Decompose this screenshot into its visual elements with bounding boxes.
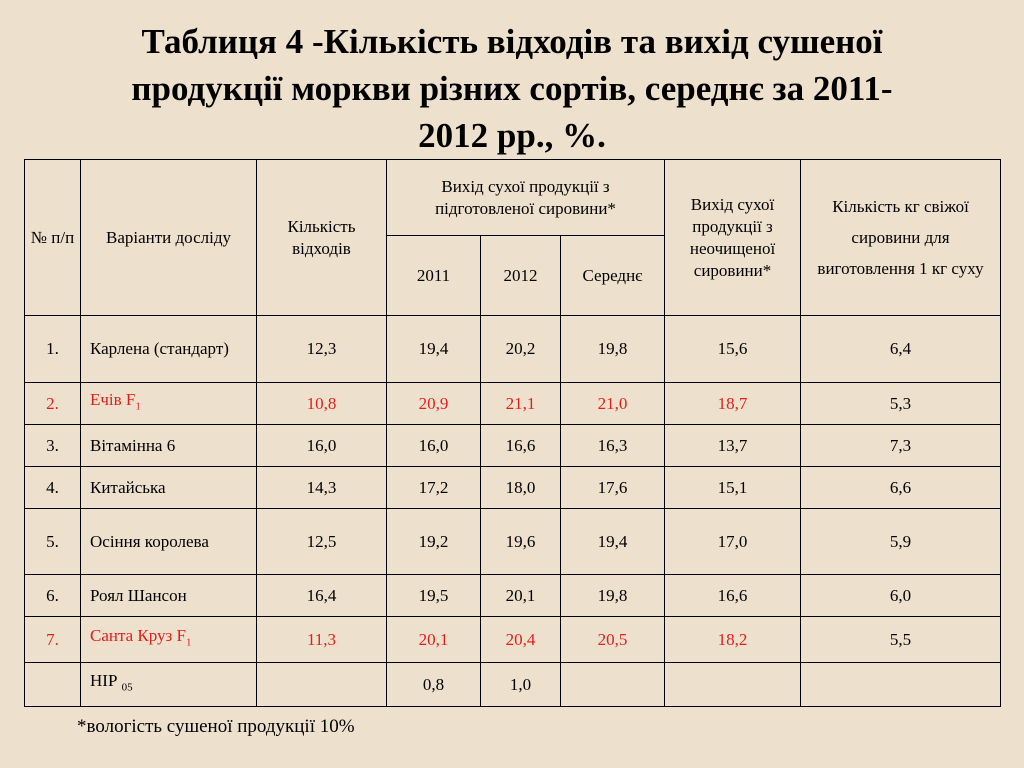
row-average: 19,8 — [561, 316, 665, 383]
row-unpeeled — [665, 663, 801, 707]
row-waste: 16,4 — [257, 575, 387, 617]
table-row — [25, 383, 1001, 425]
title-line: Таблиця 4 -Кількість відходів та вихід сушеної — [141, 22, 883, 61]
row-waste: 11,3 — [257, 617, 387, 663]
row-2011: 0,8 — [387, 663, 481, 707]
row-num: 6. — [25, 575, 81, 617]
row-average: 19,4 — [561, 509, 665, 575]
row-fresh: 5,9 — [801, 509, 1001, 575]
row-average: 21,0 — [561, 383, 665, 425]
row-fresh: 5,5 — [801, 617, 1001, 663]
table-row — [25, 617, 1001, 663]
row-variant: НІР $_{05}$ — [81, 663, 257, 707]
row-average: 16,3 — [561, 425, 665, 467]
row-waste: 12,5 — [257, 509, 387, 575]
row-2012: 1,0 — [481, 663, 561, 707]
header-average: Середнє — [561, 236, 665, 316]
header-dry-prepared: Вихід сухої продукції з підготовленої сировини* — [387, 160, 665, 236]
title-line: продукції моркви різних сортів, середнє за 2011- — [131, 69, 893, 108]
row-variant: Китайська — [81, 467, 257, 509]
header-2011: 2011 — [387, 236, 481, 316]
row-variant: Санта Круз $F_1$ — [81, 617, 257, 663]
row-average: 20,5 — [561, 617, 665, 663]
row-fresh: 6,0 — [801, 575, 1001, 617]
row-waste: 16,0 — [257, 425, 387, 467]
results-table — [24, 159, 1001, 707]
row-2012: 20,2 — [481, 316, 561, 383]
table-row — [25, 509, 1001, 575]
row-unpeeled: 18,7 — [665, 383, 801, 425]
table-row — [25, 316, 1001, 383]
row-fresh: 5,3 — [801, 383, 1001, 425]
row-2012: 21,1 — [481, 383, 561, 425]
row-num: 5. — [25, 509, 81, 575]
row-num: 7. — [25, 617, 81, 663]
header-waste: Кількість відходів — [257, 160, 387, 316]
header-num: № п/п — [25, 160, 81, 316]
header-dry-unpeeled: Вихід сухої продукції з неочищеної сировини* — [665, 160, 801, 316]
row-2012: 20,4 — [481, 617, 561, 663]
header-fresh-per-kg: Кількість кг свіжої сировини для виготовлення 1 кг суху — [801, 160, 1001, 316]
row-average: 19,8 — [561, 575, 665, 617]
table-row — [25, 575, 1001, 617]
row-average — [561, 663, 665, 707]
row-unpeeled: 13,7 — [665, 425, 801, 467]
title-line: 2012 рр., %. — [418, 116, 606, 155]
slide-title — [40, 18, 984, 159]
row-num — [25, 663, 81, 707]
row-num: 2. — [25, 383, 81, 425]
row-unpeeled: 15,1 — [665, 467, 801, 509]
row-waste — [257, 663, 387, 707]
row-2011: 19,5 — [387, 575, 481, 617]
row-average: 17,6 — [561, 467, 665, 509]
row-fresh — [801, 663, 1001, 707]
header-2012: 2012 — [481, 236, 561, 316]
row-2012: 16,6 — [481, 425, 561, 467]
row-variant: Карлена (стандарт) — [81, 316, 257, 383]
footnote: *вологість сушеної продукції 10% — [77, 716, 355, 737]
row-unpeeled: 16,6 — [665, 575, 801, 617]
row-num: 1. — [25, 316, 81, 383]
row-variant: Осіння королева — [81, 509, 257, 575]
row-unpeeled: 17,0 — [665, 509, 801, 575]
row-2011: 19,2 — [387, 509, 481, 575]
row-variant: Ечів $F_1$ — [81, 383, 257, 425]
row-variant: Роял Шансон — [81, 575, 257, 617]
row-waste: 10,8 — [257, 383, 387, 425]
row-fresh: 6,4 — [801, 316, 1001, 383]
row-unpeeled: 15,6 — [665, 316, 801, 383]
row-variant: Вітамінна 6 — [81, 425, 257, 467]
row-2011: 17,2 — [387, 467, 481, 509]
row-num: 3. — [25, 425, 81, 467]
table-row — [25, 425, 1001, 467]
row-2011: 19,4 — [387, 316, 481, 383]
row-2011: 20,1 — [387, 617, 481, 663]
row-fresh: 7,3 — [801, 425, 1001, 467]
table-row — [25, 467, 1001, 509]
row-waste: 14,3 — [257, 467, 387, 509]
row-2012: 19,6 — [481, 509, 561, 575]
row-2011: 16,0 — [387, 425, 481, 467]
row-num: 4. — [25, 467, 81, 509]
row-2012: 18,0 — [481, 467, 561, 509]
row-fresh: 6,6 — [801, 467, 1001, 509]
table-row-nir — [25, 663, 1001, 707]
row-waste: 12,3 — [257, 316, 387, 383]
row-unpeeled: 18,2 — [665, 617, 801, 663]
row-2012: 20,1 — [481, 575, 561, 617]
header-variant: Варіанти досліду — [81, 160, 257, 316]
row-2011: 20,9 — [387, 383, 481, 425]
